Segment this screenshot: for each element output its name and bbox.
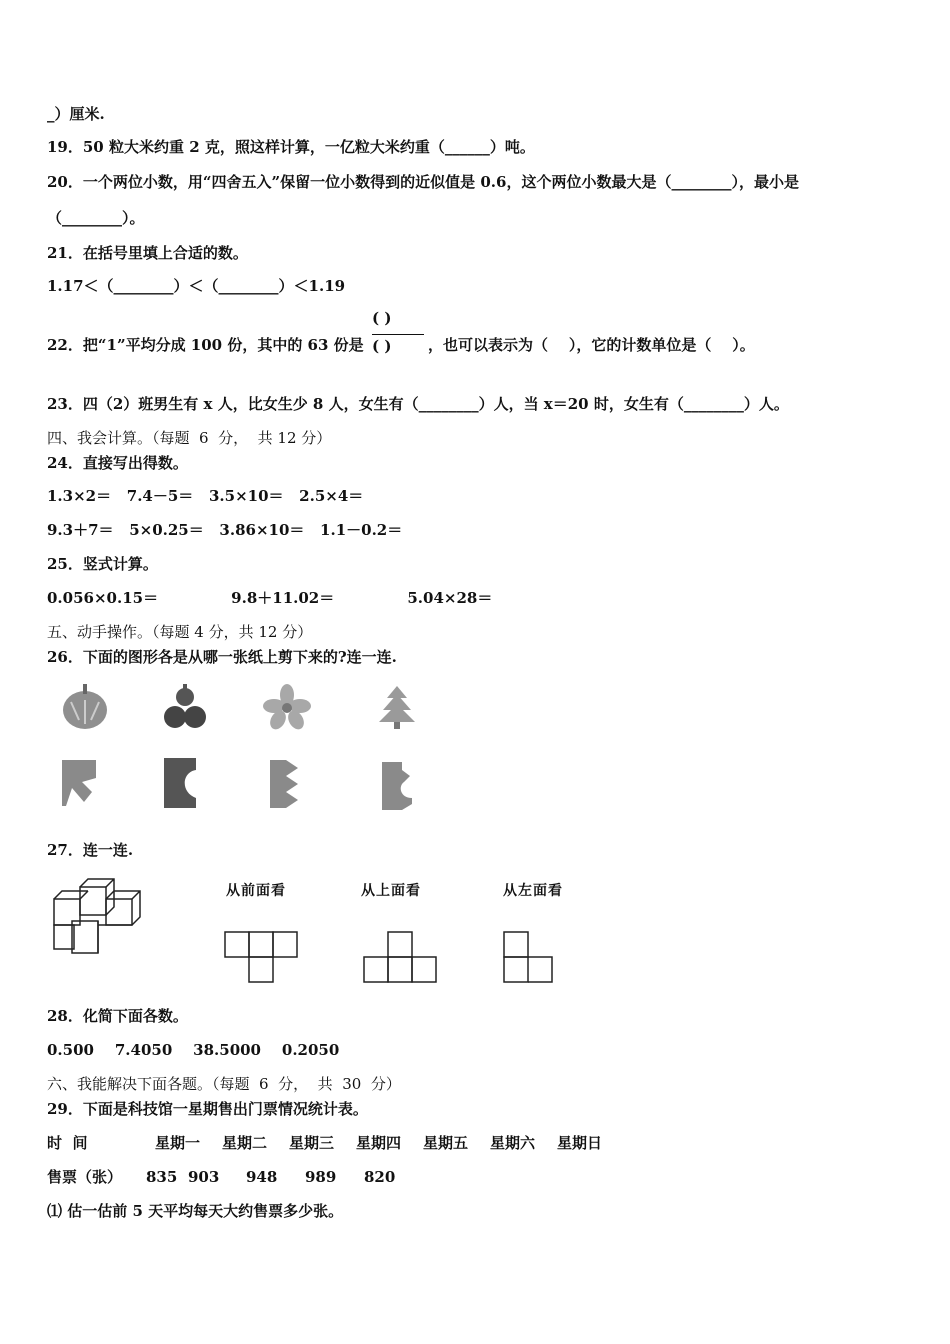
table-day-sat: 星期六 xyxy=(490,1134,536,1152)
question-29: 29．下面是科技馆一星期售出门票情况统计表。 xyxy=(47,1100,368,1118)
question-27: 27．连一连. xyxy=(47,841,134,859)
fraction-bar xyxy=(372,334,424,335)
section-4-heading: 四、我会计算。（每题 6 分， 共 12 分） xyxy=(47,429,332,447)
table-day-tue: 星期二 xyxy=(222,1134,268,1152)
section-6-heading: 六、我能解决下面各题。（每题 6 分， 共 30 分） xyxy=(47,1075,401,1093)
table-day-thu: 星期四 xyxy=(356,1134,402,1152)
question-21-inequality: 1.17＜（________）＜（________）＜1.19 xyxy=(47,277,346,295)
cube-stack-figure xyxy=(48,877,158,957)
label-top-view: 从上面看 xyxy=(361,883,421,899)
table-row-label: 售票（张） xyxy=(47,1168,123,1186)
apple-shape xyxy=(55,682,115,732)
paper-2 xyxy=(160,756,200,810)
question-21: 21．在括号里填上合适的数。 xyxy=(47,244,248,262)
front-view-drawing xyxy=(224,930,302,984)
question-25: 25．竖式计算。 xyxy=(47,555,158,573)
top-view-drawing xyxy=(362,930,442,984)
question-26: 26．下面的图形各是从哪一张纸上剪下来的?连一连. xyxy=(47,648,397,666)
tree-shape xyxy=(375,684,419,730)
section-5-heading: 五、动手操作。（每题 4 分，共 12 分） xyxy=(47,623,313,641)
gourd-shape xyxy=(160,684,210,732)
question-23: 23．四（2）班男生有 x 人，比女生少 8 人，女生有（________）人，当 x＝20 时，女生有（________）人。 xyxy=(47,395,789,413)
table-header-label: 时 间 xyxy=(47,1134,88,1152)
table-cell-fri: 820 xyxy=(364,1168,396,1186)
table-day-sun: 星期日 xyxy=(557,1134,603,1152)
paper-3 xyxy=(266,758,306,810)
question-29-part-1: ⑴ 估一估前 5 天平均每天大约售票多少张。 xyxy=(47,1202,344,1220)
question-24: 24．直接写出得数。 xyxy=(47,454,188,472)
question-22-prefix: 22．把“1”平均分成 100 份，其中的 63 份是 xyxy=(47,336,364,354)
table-day-mon: 星期一 xyxy=(155,1134,201,1152)
question-28: 28．化简下面各数。 xyxy=(47,1007,188,1025)
table-day-fri: 星期五 xyxy=(423,1134,469,1152)
question-28-numbers: 0.500 7.4050 38.5000 0.2050 xyxy=(47,1041,340,1059)
table-day-wed: 星期三 xyxy=(289,1134,335,1152)
fraction-denominator: ( ) xyxy=(372,337,392,355)
question-25-problems: 0.056×0.15＝ 9.8＋11.02＝ 5.04×28＝ xyxy=(47,589,493,607)
question-20-line2: （________）。 xyxy=(47,209,145,227)
paper-1 xyxy=(60,758,100,810)
table-cell-wed: 948 xyxy=(246,1168,278,1186)
question-20-line1: 20．一个两位小数，用“四舍五入”保留一位小数得到的近似值是 0.6，这个两位小数最大是（________），最小是 xyxy=(47,173,799,191)
question-24-row1: 1.3×2＝ 7.4－5＝ 3.5×10＝ 2.5×4＝ xyxy=(47,487,364,505)
prev-question-tail: _）厘米. xyxy=(47,105,105,123)
label-left-view: 从左面看 xyxy=(503,883,563,899)
question-22-suffix: ，也可以表示为（ ），它的计数单位是（ ）。 xyxy=(428,336,755,354)
question-22-fraction xyxy=(372,308,428,358)
table-cell-mon: 835 xyxy=(146,1168,178,1186)
fraction-numerator: ( ) xyxy=(372,309,392,327)
label-front-view: 从前面看 xyxy=(226,883,286,899)
question-19: 19．50 粒大米约重 2 克，照这样计算，一亿粒大米约重（______）吨。 xyxy=(47,138,535,156)
paper-4 xyxy=(378,760,418,812)
flower-shape xyxy=(262,684,312,730)
table-cell-thu: 989 xyxy=(305,1168,337,1186)
table-cell-tue: 903 xyxy=(188,1168,220,1186)
left-view-drawing xyxy=(502,930,558,984)
question-24-row2: 9.3＋7＝ 5×0.25＝ 3.86×10＝ 1.1－0.2＝ xyxy=(47,521,403,539)
